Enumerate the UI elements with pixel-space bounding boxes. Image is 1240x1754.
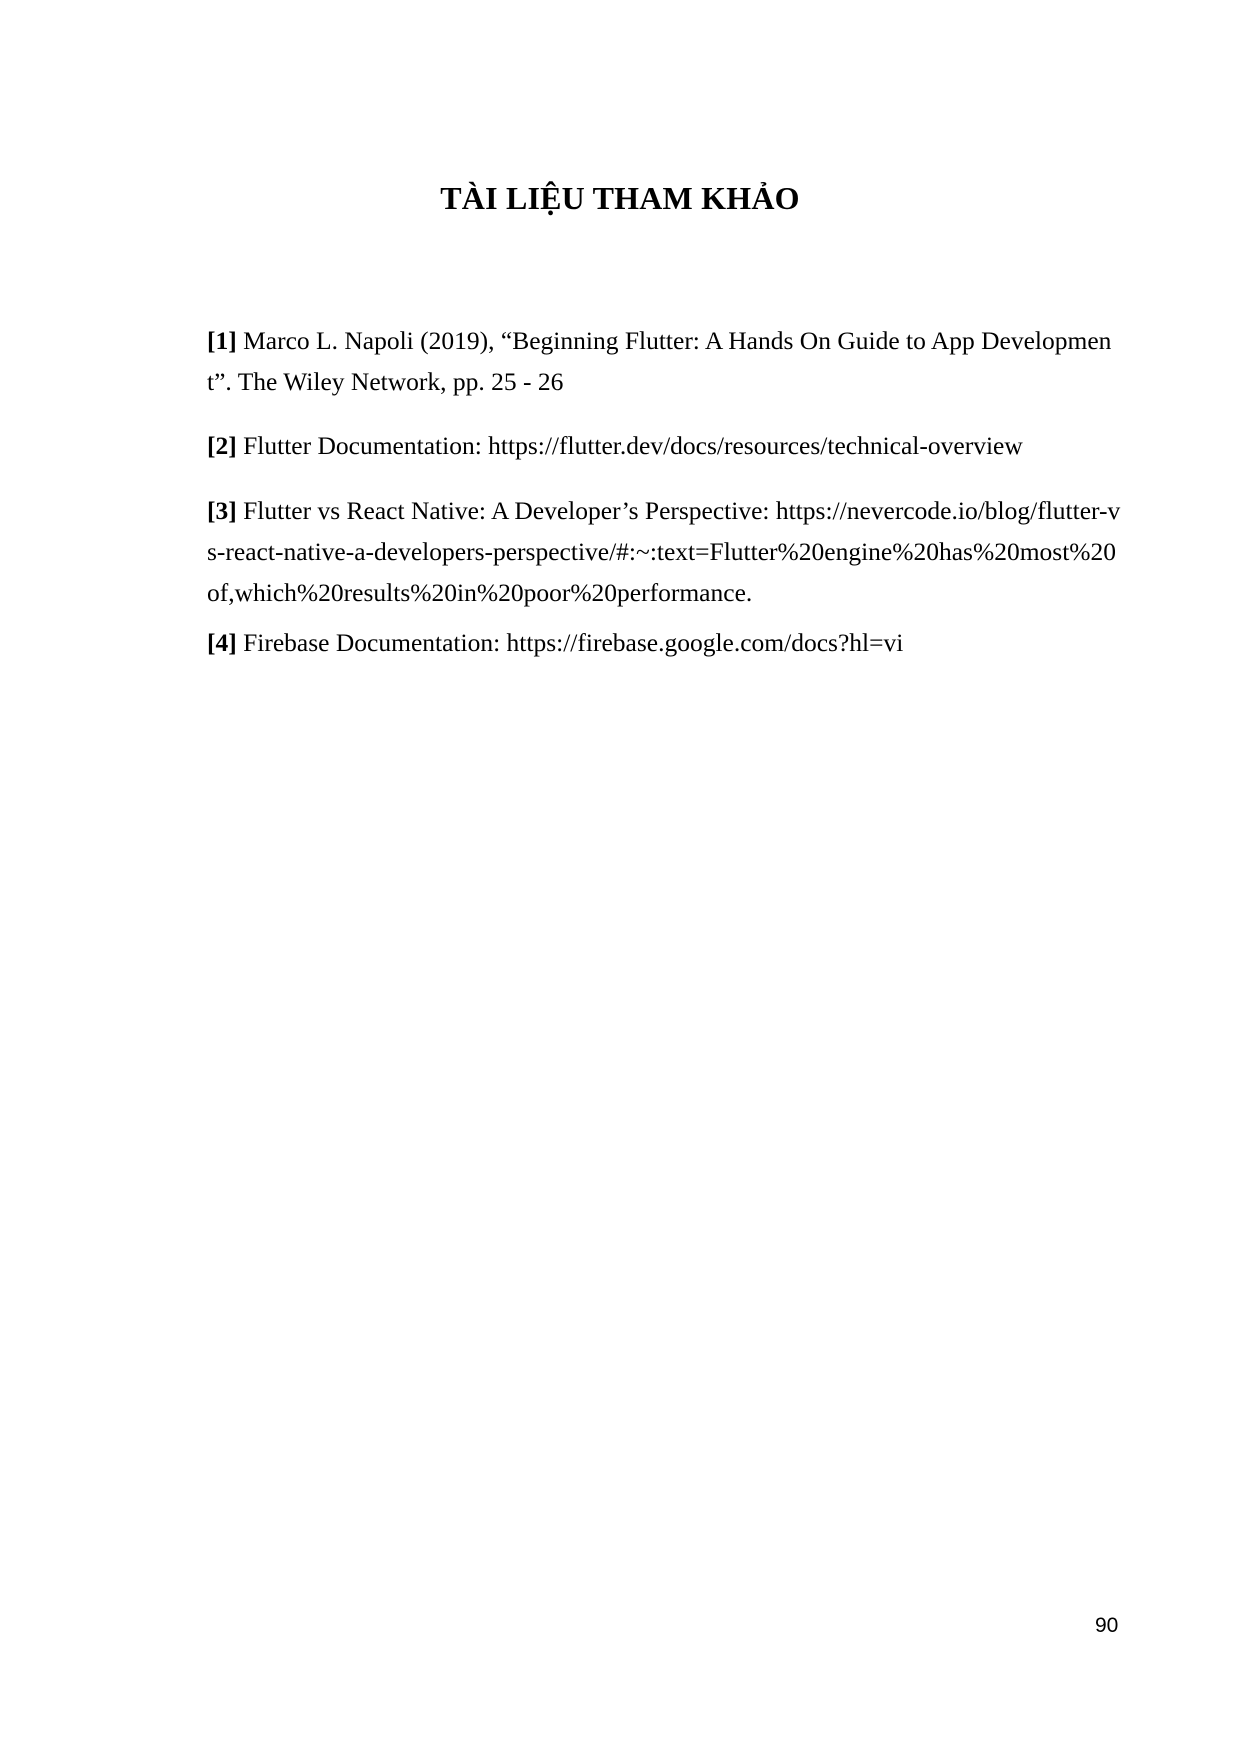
reference-number: [3] bbox=[207, 496, 237, 525]
page-title: TÀI LIỆU THAM KHẢO bbox=[440, 180, 800, 216]
reference-item-1 bbox=[207, 320, 1127, 402]
reference-number: [2] bbox=[207, 431, 237, 460]
reference-item-4 bbox=[207, 622, 1127, 663]
reference-item-3 bbox=[207, 490, 1127, 613]
reference-text: Marco L. Napoli (2019), “Beginning Flutter: A Hands On Guide to App Development”. The Wiley Network, pp. 25 - 26 bbox=[207, 326, 1112, 396]
page-number: 90 bbox=[1095, 1614, 1119, 1637]
reference-text: Firebase Documentation: https://firebase.google.com/docs?hl=vi bbox=[243, 628, 904, 657]
reference-item-2 bbox=[207, 425, 1127, 466]
reference-text: Flutter Documentation: https://flutter.dev/docs/resources/technical-overview bbox=[243, 431, 1023, 460]
reference-number: [1] bbox=[207, 326, 237, 355]
reference-text: Flutter vs React Native: A Developer’s Perspective: https://nevercode.io/blog/flutter-vs-react-native-a-developers-perspective/#:~:text=Flutter%20engine%20has%20most%20of,which%20results%20in%20poor%20performance. bbox=[207, 496, 1121, 607]
reference-number: [4] bbox=[207, 628, 237, 657]
reference-list bbox=[207, 320, 1127, 663]
